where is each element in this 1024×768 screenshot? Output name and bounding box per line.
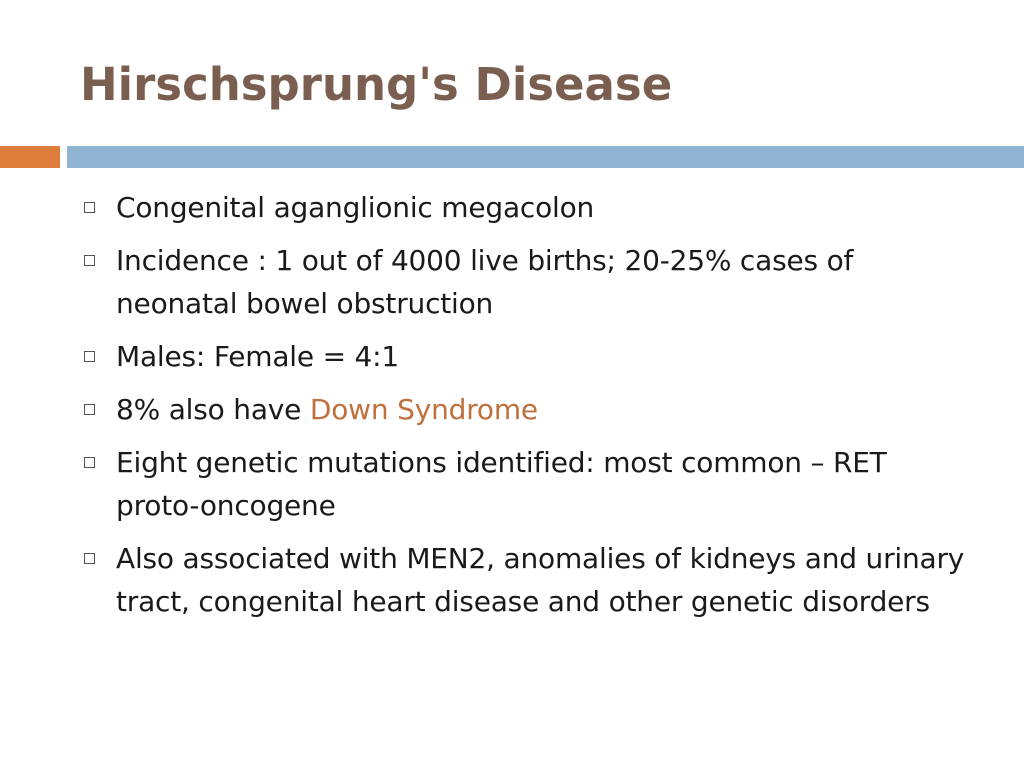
bullet-text: Eight genetic mutations identified: most common – RET proto-oncogene: [116, 446, 887, 522]
bullet-item: [116, 537, 966, 623]
bullet-item: [116, 441, 966, 527]
accent-bar-orange: [0, 146, 60, 168]
bullet-item: [116, 239, 966, 325]
slide-title: Hirschsprung's Disease: [80, 58, 673, 111]
bullet-text: Males: Female = 4:1: [116, 340, 400, 373]
accent-bar-blue: [67, 146, 1024, 168]
bullet-text: Congenital aganglionic megacolon: [116, 191, 595, 224]
highlighted-term: Down Syndrome: [309, 393, 538, 426]
square-bullet-icon: [84, 255, 95, 266]
bullet-list: [116, 186, 966, 633]
square-bullet-icon: [84, 457, 95, 468]
bullet-item: [116, 388, 966, 431]
bullet-text: Also associated with MEN2, anomalies of kidneys and urinary tract, congenital heart disease and other genetic disorders: [116, 542, 965, 618]
bullet-text: 8% also have: [116, 393, 310, 426]
bullet-item: [116, 186, 966, 229]
square-bullet-icon: [84, 404, 95, 415]
bullet-item: [116, 335, 966, 378]
square-bullet-icon: [84, 553, 95, 564]
square-bullet-icon: [84, 351, 95, 362]
bullet-text: Incidence : 1 out of 4000 live births; 20-25% cases of neonatal bowel obstruction: [116, 244, 854, 320]
square-bullet-icon: [84, 202, 95, 213]
